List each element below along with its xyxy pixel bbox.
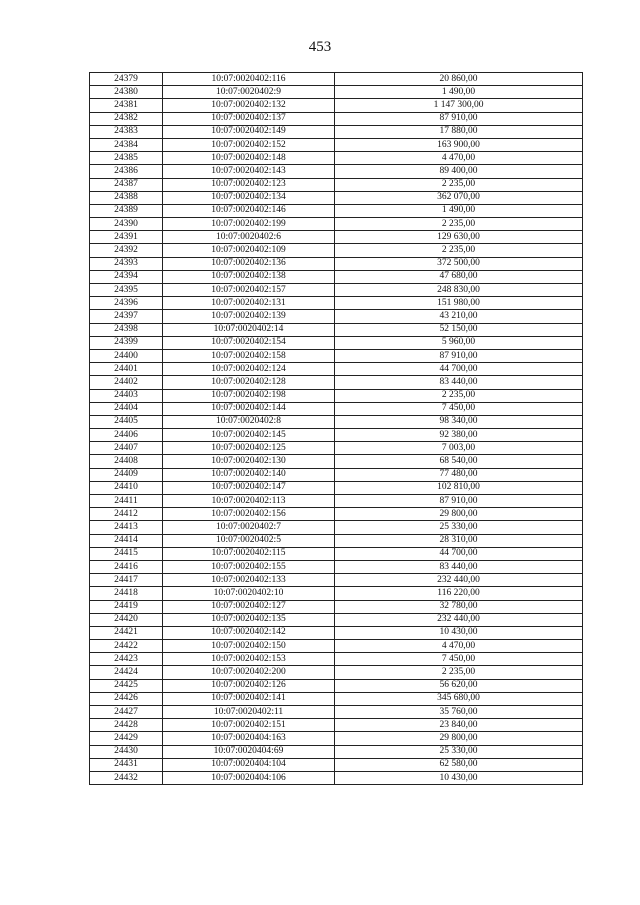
- cadastral-number-cell: 10:07:0020402:8: [163, 415, 335, 428]
- table-row: [90, 468, 583, 481]
- cadastral-number-cell: 10:07:0020402:140: [163, 468, 335, 481]
- value-cell: 163 900,00: [335, 138, 583, 151]
- table-row: [90, 178, 583, 191]
- row-number-cell: 24396: [90, 297, 163, 310]
- value-cell: 2 235,00: [335, 666, 583, 679]
- table-row: [90, 86, 583, 99]
- cadastral-number-cell: 10:07:0020402:133: [163, 574, 335, 587]
- value-cell: 232 440,00: [335, 574, 583, 587]
- table-row: [90, 138, 583, 151]
- value-cell: 28 310,00: [335, 534, 583, 547]
- row-number-cell: 24402: [90, 376, 163, 389]
- value-cell: 83 440,00: [335, 376, 583, 389]
- value-cell: 56 620,00: [335, 679, 583, 692]
- row-number-cell: 24408: [90, 455, 163, 468]
- row-number-cell: 24415: [90, 547, 163, 560]
- value-cell: 43 210,00: [335, 310, 583, 323]
- row-number-cell: 24397: [90, 310, 163, 323]
- table-row: [90, 376, 583, 389]
- value-cell: 232 440,00: [335, 613, 583, 626]
- cadastral-number-cell: 10:07:0020402:123: [163, 178, 335, 191]
- row-number-cell: 24380: [90, 86, 163, 99]
- table-row: [90, 297, 583, 310]
- cadastral-number-cell: 10:07:0020402:141: [163, 692, 335, 705]
- table-row: [90, 363, 583, 376]
- value-cell: 47 680,00: [335, 270, 583, 283]
- table-row: [90, 574, 583, 587]
- table-row: [90, 257, 583, 270]
- table-row: [90, 125, 583, 138]
- row-number-cell: 24420: [90, 613, 163, 626]
- value-cell: 362 070,00: [335, 191, 583, 204]
- table-row: [90, 587, 583, 600]
- row-number-cell: 24407: [90, 442, 163, 455]
- table-row: [90, 613, 583, 626]
- table-row: [90, 349, 583, 362]
- table-row: [90, 706, 583, 719]
- row-number-cell: 24417: [90, 574, 163, 587]
- cadastral-number-cell: 10:07:0020402:116: [163, 73, 335, 86]
- table-row: [90, 323, 583, 336]
- table-row: [90, 284, 583, 297]
- cadastral-number-cell: 10:07:0020402:156: [163, 508, 335, 521]
- value-cell: 2 235,00: [335, 244, 583, 257]
- cadastral-number-cell: 10:07:0020402:200: [163, 666, 335, 679]
- row-number-cell: 24405: [90, 415, 163, 428]
- value-cell: 87 910,00: [335, 112, 583, 125]
- cadastral-number-cell: 10:07:0020402:109: [163, 244, 335, 257]
- table-row: [90, 244, 583, 257]
- row-number-cell: 24384: [90, 138, 163, 151]
- cadastral-number-cell: 10:07:0020402:11: [163, 706, 335, 719]
- row-number-cell: 24422: [90, 640, 163, 653]
- value-cell: 10 430,00: [335, 626, 583, 639]
- value-cell: 1 490,00: [335, 204, 583, 217]
- value-cell: 10 430,00: [335, 771, 583, 784]
- value-cell: 102 810,00: [335, 481, 583, 494]
- cadastral-number-cell: 10:07:0020402:130: [163, 455, 335, 468]
- value-cell: 83 440,00: [335, 560, 583, 573]
- table-row: [90, 455, 583, 468]
- cadastral-number-cell: 10:07:0020402:158: [163, 349, 335, 362]
- value-cell: 29 800,00: [335, 508, 583, 521]
- value-cell: 87 910,00: [335, 349, 583, 362]
- row-number-cell: 24409: [90, 468, 163, 481]
- table-row: [90, 415, 583, 428]
- table-row: [90, 758, 583, 771]
- row-number-cell: 24411: [90, 495, 163, 508]
- table-row: [90, 495, 583, 508]
- row-number-cell: 24413: [90, 521, 163, 534]
- cadastral-number-cell: 10:07:0020402:136: [163, 257, 335, 270]
- table-row: [90, 653, 583, 666]
- row-number-cell: 24390: [90, 218, 163, 231]
- value-cell: 25 330,00: [335, 745, 583, 758]
- value-cell: 32 780,00: [335, 600, 583, 613]
- cadastral-number-cell: 10:07:0020402:14: [163, 323, 335, 336]
- cadastral-number-cell: 10:07:0020402:5: [163, 534, 335, 547]
- cadastral-number-cell: 10:07:0020402:150: [163, 640, 335, 653]
- table-row: [90, 745, 583, 758]
- row-number-cell: 24414: [90, 534, 163, 547]
- page-number: 453: [308, 39, 332, 55]
- cadastral-number-cell: 10:07:0020402:157: [163, 284, 335, 297]
- cadastral-number-cell: 10:07:0020402:155: [163, 560, 335, 573]
- row-number-cell: 24424: [90, 666, 163, 679]
- row-number-cell: 24383: [90, 125, 163, 138]
- cadastral-number-cell: 10:07:0020402:152: [163, 138, 335, 151]
- cadastral-number-cell: 10:07:0020402:145: [163, 429, 335, 442]
- table-row: [90, 640, 583, 653]
- row-number-cell: 24392: [90, 244, 163, 257]
- row-number-cell: 24379: [90, 73, 163, 86]
- table-row: [90, 534, 583, 547]
- table-row: [90, 204, 583, 217]
- table-row: [90, 165, 583, 178]
- table-row: [90, 152, 583, 165]
- row-number-cell: 24388: [90, 191, 163, 204]
- value-cell: 23 840,00: [335, 719, 583, 732]
- cadastral-number-cell: 10:07:0020402:10: [163, 587, 335, 600]
- row-number-cell: 24412: [90, 508, 163, 521]
- value-cell: 25 330,00: [335, 521, 583, 534]
- table-row: [90, 771, 583, 784]
- row-number-cell: 24426: [90, 692, 163, 705]
- table-row: [90, 310, 583, 323]
- table-row: [90, 481, 583, 494]
- row-number-cell: 24431: [90, 758, 163, 771]
- cadastral-number-cell: 10:07:0020402:154: [163, 336, 335, 349]
- row-number-cell: 24386: [90, 165, 163, 178]
- table-row: [90, 508, 583, 521]
- row-number-cell: 24404: [90, 402, 163, 415]
- value-cell: 5 960,00: [335, 336, 583, 349]
- row-number-cell: 24389: [90, 204, 163, 217]
- value-cell: 17 880,00: [335, 125, 583, 138]
- row-number-cell: 24401: [90, 363, 163, 376]
- row-number-cell: 24393: [90, 257, 163, 270]
- value-cell: 7 450,00: [335, 653, 583, 666]
- value-cell: 116 220,00: [335, 587, 583, 600]
- row-number-cell: 24387: [90, 178, 163, 191]
- row-number-cell: 24423: [90, 653, 163, 666]
- table-row: [90, 679, 583, 692]
- cadastral-number-cell: 10:07:0020402:124: [163, 363, 335, 376]
- row-number-cell: 24395: [90, 284, 163, 297]
- table-row: [90, 231, 583, 244]
- value-cell: 129 630,00: [335, 231, 583, 244]
- value-cell: 248 830,00: [335, 284, 583, 297]
- cadastral-number-cell: 10:07:0020402:128: [163, 376, 335, 389]
- value-cell: 7 450,00: [335, 402, 583, 415]
- value-cell: 1 490,00: [335, 86, 583, 99]
- value-cell: 62 580,00: [335, 758, 583, 771]
- table-row: [90, 719, 583, 732]
- row-number-cell: 24382: [90, 112, 163, 125]
- cadastral-number-cell: 10:07:0020402:199: [163, 218, 335, 231]
- table-row: [90, 560, 583, 573]
- value-cell: 92 380,00: [335, 429, 583, 442]
- cadastral-number-cell: 10:07:0020402:147: [163, 481, 335, 494]
- value-cell: 4 470,00: [335, 152, 583, 165]
- cadastral-number-cell: 10:07:0020402:134: [163, 191, 335, 204]
- table-row: [90, 270, 583, 283]
- row-number-cell: 24418: [90, 587, 163, 600]
- value-cell: 151 980,00: [335, 297, 583, 310]
- cadastral-number-cell: 10:07:0020402:6: [163, 231, 335, 244]
- table-row: [90, 191, 583, 204]
- row-number-cell: 24419: [90, 600, 163, 613]
- table-row: [90, 626, 583, 639]
- cadastral-number-cell: 10:07:0020402:131: [163, 297, 335, 310]
- table-row: [90, 666, 583, 679]
- table-body: [90, 73, 583, 785]
- cadastral-number-cell: 10:07:0020402:143: [163, 165, 335, 178]
- cadastral-number-cell: 10:07:0020402:113: [163, 495, 335, 508]
- cadastral-number-cell: 10:07:0020402:146: [163, 204, 335, 217]
- table-row: [90, 112, 583, 125]
- row-number-cell: 24398: [90, 323, 163, 336]
- table-row: [90, 692, 583, 705]
- row-number-cell: 24421: [90, 626, 163, 639]
- value-cell: 87 910,00: [335, 495, 583, 508]
- value-cell: 4 470,00: [335, 640, 583, 653]
- row-number-cell: 24410: [90, 481, 163, 494]
- value-cell: 44 700,00: [335, 547, 583, 560]
- table-row: [90, 389, 583, 402]
- row-number-cell: 24432: [90, 771, 163, 784]
- cadastral-number-cell: 10:07:0020402:115: [163, 547, 335, 560]
- row-number-cell: 24416: [90, 560, 163, 573]
- value-cell: 2 235,00: [335, 389, 583, 402]
- value-cell: 372 500,00: [335, 257, 583, 270]
- table-row: [90, 73, 583, 86]
- cadastral-number-cell: 10:07:0020402:125: [163, 442, 335, 455]
- value-cell: 29 800,00: [335, 732, 583, 745]
- value-cell: 20 860,00: [335, 73, 583, 86]
- table-row: [90, 521, 583, 534]
- row-number-cell: 24425: [90, 679, 163, 692]
- cadastral-number-cell: 10:07:0020402:148: [163, 152, 335, 165]
- row-number-cell: 24403: [90, 389, 163, 402]
- value-cell: 44 700,00: [335, 363, 583, 376]
- value-cell: 35 760,00: [335, 706, 583, 719]
- value-cell: 7 003,00: [335, 442, 583, 455]
- value-cell: 89 400,00: [335, 165, 583, 178]
- cadastral-number-cell: 10:07:0020402:132: [163, 99, 335, 112]
- cadastral-number-cell: 10:07:0020404:106: [163, 771, 335, 784]
- row-number-cell: 24428: [90, 719, 163, 732]
- cadastral-number-cell: 10:07:0020402:149: [163, 125, 335, 138]
- row-number-cell: 24391: [90, 231, 163, 244]
- row-number-cell: 24427: [90, 706, 163, 719]
- value-cell: 2 235,00: [335, 218, 583, 231]
- cadastral-number-cell: 10:07:0020402:144: [163, 402, 335, 415]
- row-number-cell: 24394: [90, 270, 163, 283]
- cadastral-number-cell: 10:07:0020402:138: [163, 270, 335, 283]
- value-cell: 1 147 300,00: [335, 99, 583, 112]
- value-cell: 98 340,00: [335, 415, 583, 428]
- row-number-cell: 24429: [90, 732, 163, 745]
- table-row: [90, 600, 583, 613]
- cadastral-number-cell: 10:07:0020404:104: [163, 758, 335, 771]
- table-row: [90, 547, 583, 560]
- value-cell: 52 150,00: [335, 323, 583, 336]
- row-number-cell: 24406: [90, 429, 163, 442]
- cadastral-number-cell: 10:07:0020402:139: [163, 310, 335, 323]
- cadastral-number-cell: 10:07:0020402:151: [163, 719, 335, 732]
- value-cell: 77 480,00: [335, 468, 583, 481]
- cadastral-number-cell: 10:07:0020402:135: [163, 613, 335, 626]
- row-number-cell: 24381: [90, 99, 163, 112]
- table-row: [90, 218, 583, 231]
- table-row: [90, 99, 583, 112]
- cadastral-number-cell: 10:07:0020402:137: [163, 112, 335, 125]
- value-cell: 2 235,00: [335, 178, 583, 191]
- table-row: [90, 402, 583, 415]
- cadastral-number-cell: 10:07:0020402:9: [163, 86, 335, 99]
- value-cell: 345 680,00: [335, 692, 583, 705]
- cadastral-number-cell: 10:07:0020402:142: [163, 626, 335, 639]
- cadastral-number-cell: 10:07:0020402:198: [163, 389, 335, 402]
- row-number-cell: 24385: [90, 152, 163, 165]
- table-row: [90, 442, 583, 455]
- row-number-cell: 24430: [90, 745, 163, 758]
- cadastral-number-cell: 10:07:0020404:163: [163, 732, 335, 745]
- value-cell: 68 540,00: [335, 455, 583, 468]
- row-number-cell: 24399: [90, 336, 163, 349]
- cadastral-number-cell: 10:07:0020404:69: [163, 745, 335, 758]
- cadastral-number-cell: 10:07:0020402:126: [163, 679, 335, 692]
- row-number-cell: 24400: [90, 349, 163, 362]
- cadastral-number-cell: 10:07:0020402:153: [163, 653, 335, 666]
- table-row: [90, 732, 583, 745]
- cadastral-value-table: [89, 72, 583, 785]
- table-row: [90, 429, 583, 442]
- table-row: [90, 336, 583, 349]
- cadastral-number-cell: 10:07:0020402:127: [163, 600, 335, 613]
- cadastral-number-cell: 10:07:0020402:7: [163, 521, 335, 534]
